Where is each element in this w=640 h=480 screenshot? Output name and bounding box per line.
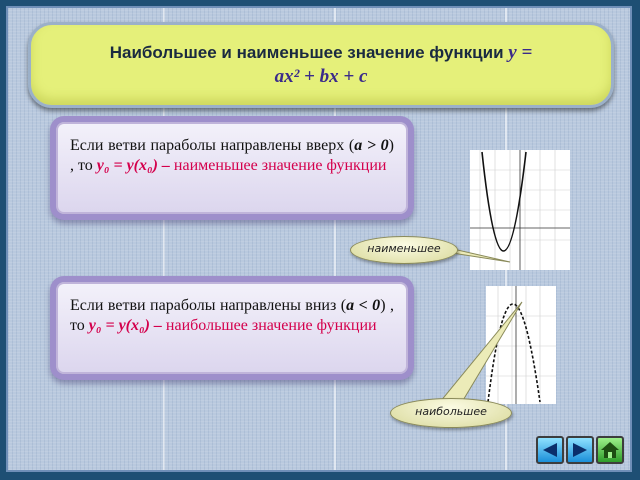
title-text: Наибольшее и наименьшее значение функции (109, 43, 504, 62)
arrow-left-icon (541, 442, 559, 458)
card-up-result: наименьшее значение функции (173, 157, 387, 174)
card-down-formula: y₀ = y(x₀) – (88, 317, 162, 334)
callout-max-tail (440, 302, 522, 402)
title-formula-rhs: ax² + bx + c (274, 66, 368, 87)
title-formula-lhs: y = (508, 42, 533, 63)
card-down-text-2: ) , то (70, 297, 394, 334)
card-down-result: наибольшее значение функции (165, 317, 377, 334)
prev-slide-button[interactable] (536, 436, 564, 464)
card-up-text-1: Если ветви параболы направлены вверх ( (70, 137, 355, 154)
callout-max: наибольшее (390, 398, 512, 428)
next-slide-button[interactable] (566, 436, 594, 464)
home-icon (600, 441, 620, 459)
arrow-right-icon (571, 442, 589, 458)
card-up-condition: a > 0 (354, 137, 389, 154)
card-down-condition: a < 0 (346, 297, 381, 314)
card-up-formula: y₀ = y(x₀) – (96, 157, 170, 174)
card-up-text-2: ) , то (70, 137, 394, 174)
card-down-text-1: Если ветви параболы направлены вниз ( (70, 297, 347, 314)
home-button[interactable] (596, 436, 624, 464)
callout-min: наименьшее (350, 236, 458, 264)
